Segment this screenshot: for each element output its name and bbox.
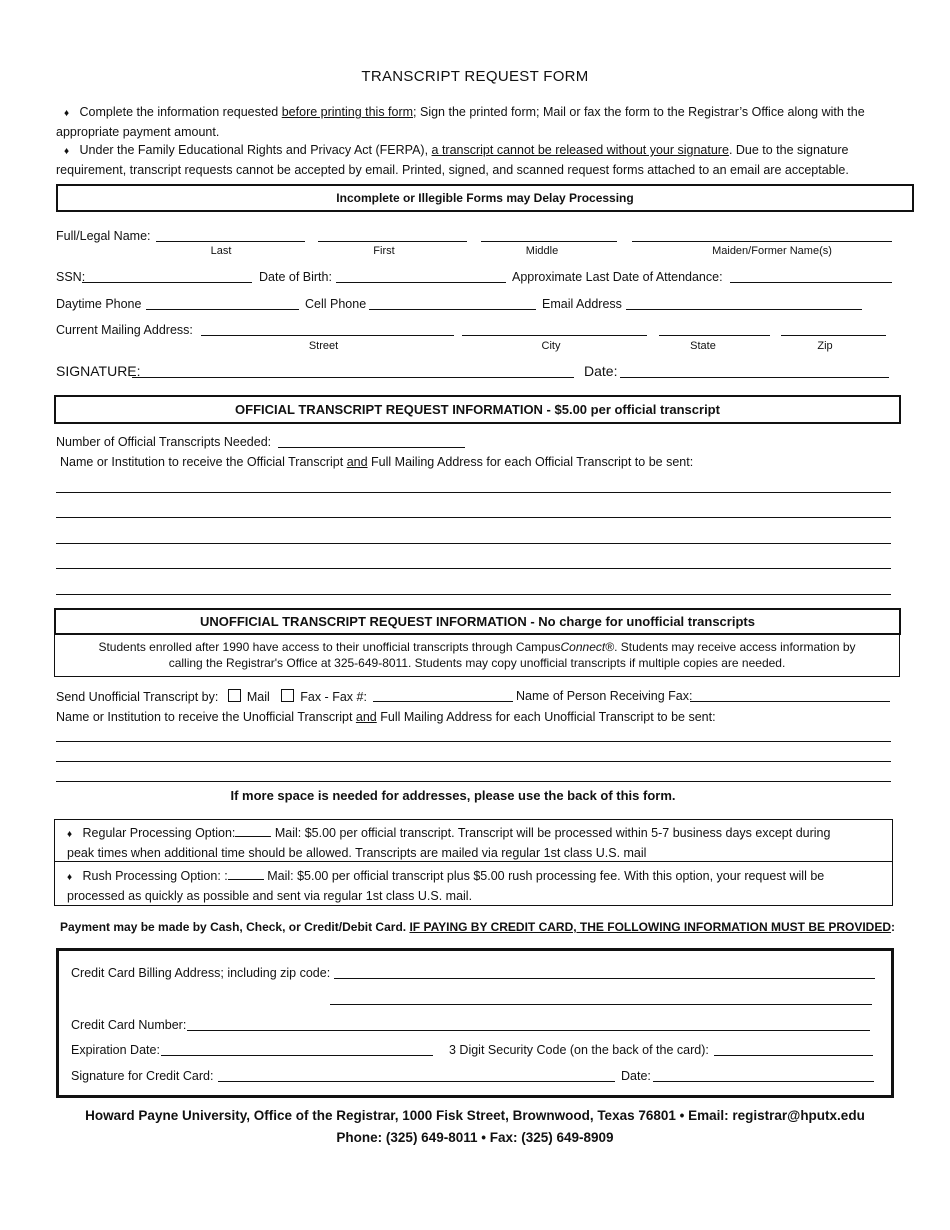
ssn-label: SSN: [56, 270, 86, 284]
email-label: Email Address [542, 297, 622, 311]
unofficial-info-box [54, 634, 900, 677]
instruction-1 [56, 103, 892, 141]
daytime-phone-label: Daytime Phone [56, 297, 142, 311]
dob-field[interactable] [336, 282, 506, 283]
email-field[interactable] [626, 309, 862, 310]
instructions [56, 103, 892, 179]
maiden-name-field[interactable] [632, 241, 892, 242]
unofficial-address-label [56, 710, 716, 724]
footer-address: Howard Payne University, Office of the Registrar, 1000 Fisk Street, Brownwood, Texas 76801 • Email: registrar@hputx.edu [85, 1108, 865, 1123]
official-address-line[interactable] [56, 543, 891, 544]
billing-address-label: Credit Card Billing Address; including zip code: [71, 966, 331, 980]
diamond-bullet-icon: ♦ [67, 872, 73, 883]
full-name-label: Full/Legal Name: [56, 229, 151, 243]
diamond-bullet-icon: ♦ [64, 108, 70, 119]
instruction-1-rest: ; Sign the printed form; Mail or fax the form to the Registrar’s Office along with the appropriate payment amount. [56, 105, 865, 139]
fax-number-label: Fax - Fax #: [300, 690, 367, 704]
street-caption: Street [308, 340, 339, 352]
instruction-1-emphasis: before printing this form [281, 105, 414, 119]
diamond-bullet-icon: ♦ [67, 829, 73, 840]
first-name-field[interactable] [318, 241, 467, 242]
state-caption: State [690, 340, 716, 352]
instruction-2-emphasis: a transcript cannot be released without your signature [431, 143, 729, 157]
official-address-line[interactable] [56, 492, 891, 493]
unofficial-info-line1 [55, 640, 899, 654]
official-address-text: Name or Institution to receive the Official Transcript [60, 455, 347, 469]
unofficial-address-line[interactable] [56, 781, 891, 782]
warning-box [56, 184, 914, 212]
middle-name-field[interactable] [481, 241, 617, 242]
card-date-field[interactable] [653, 1081, 874, 1082]
zip-field[interactable] [781, 335, 886, 336]
instruction-2-rest: . Due to the signature requirement, transcript requests cannot be accepted by email. Printed, signed, and scanned request forms attached to an email are acceptable. [56, 143, 849, 177]
instruction-1-text: Complete the information requested [79, 105, 282, 119]
billing-address-field[interactable] [334, 978, 875, 979]
street-field[interactable] [201, 335, 454, 336]
send-unofficial-label: Send Unofficial Transcript by: [56, 690, 219, 704]
unofficial-info-text-rest: . Students may receive access information by [614, 640, 856, 654]
state-field[interactable] [659, 335, 770, 336]
regular-processing-desc: Mail: $5.00 per official transcript. Transcript will be processed within 5-7 business days except during [271, 826, 831, 840]
instruction-2 [56, 141, 892, 179]
unofficial-address-and: and [355, 710, 377, 724]
rush-processing-desc-2: processed as quickly as possible and sent via regular 1st class U.S. mail. [67, 889, 473, 903]
signature-date-label: Date: [584, 363, 618, 379]
send-unofficial-row [56, 689, 367, 704]
rush-processing-box [54, 861, 893, 906]
official-address-line[interactable] [56, 517, 891, 518]
expiration-label: Expiration Date: [71, 1043, 160, 1057]
official-address-line[interactable] [56, 594, 891, 595]
signature-field[interactable] [132, 377, 574, 378]
fax-recipient-field[interactable] [690, 701, 890, 702]
signature-date-field[interactable] [620, 377, 889, 378]
cell-phone-field[interactable] [369, 309, 536, 310]
campus-connect-brand: Connect® [560, 640, 615, 654]
card-date-label: Date: [621, 1069, 651, 1083]
instruction-2-text: Under the Family Educational Rights and Privacy Act (FERPA), [79, 143, 432, 157]
last-name-field[interactable] [156, 241, 305, 242]
official-address-label [60, 455, 693, 469]
cell-phone-label: Cell Phone [305, 297, 367, 311]
unofficial-info-text: Students enrolled after 1990 have access to their unofficial transcripts through Campus [98, 640, 561, 654]
regular-processing-desc-2: peak times when additional time should be allowed. Transcripts are mailed via regular 1st class U.S. mail [67, 846, 647, 860]
unofficial-address-text: Name or Institution to receive the Unofficial Transcript [56, 710, 356, 724]
rush-processing-label: Rush Processing Option: : [82, 869, 228, 883]
unofficial-address-line[interactable] [56, 761, 891, 762]
attendance-label: Approximate Last Date of Attendance: [512, 270, 723, 284]
ssn-field[interactable] [82, 282, 252, 283]
official-header-text: OFFICIAL TRANSCRIPT REQUEST INFORMATION - $5.00 per official transcript [235, 402, 720, 417]
rush-processing-text [55, 862, 892, 905]
unofficial-address-rest: Full Mailing Address for each Unofficial Transcript to be sent: [376, 710, 716, 724]
security-code-label: 3 Digit Security Code (on the back of the card): [449, 1043, 709, 1057]
mail-checkbox[interactable] [228, 689, 241, 702]
payment-note [60, 920, 895, 934]
card-number-field[interactable] [187, 1030, 870, 1031]
unofficial-info-line2: calling the Registrar's Office at 325-649-8011. Students may copy unofficial transcripts if multiple copies are needed. [168, 656, 786, 670]
unofficial-address-line[interactable] [56, 741, 891, 742]
signature-label: SIGNATURE: [56, 363, 141, 379]
expiration-field[interactable] [161, 1055, 433, 1056]
official-address-and: and [346, 455, 368, 469]
payment-note-emphasis: IF PAYING BY CREDIT CARD, THE FOLLOWING INFORMATION MUST BE PROVIDED [409, 920, 892, 934]
official-section-header [54, 395, 901, 424]
fax-recipient-label: Name of Person Receiving Fax: [516, 689, 693, 703]
zip-caption: Zip [817, 340, 833, 352]
fax-checkbox[interactable] [281, 689, 294, 702]
first-caption: First [373, 245, 395, 257]
rush-processing-desc: Mail: $5.00 per official transcript plus $5.00 rush processing fee. With this option, your request will be [263, 869, 825, 883]
middle-caption: Middle [525, 245, 559, 257]
maiden-caption: Maiden/Former Name(s) [712, 245, 832, 257]
more-space-note: If more space is needed for addresses, please use the back of this form. [230, 788, 676, 803]
diamond-bullet-icon: ♦ [64, 146, 70, 157]
regular-processing-label: Regular Processing Option: [82, 826, 236, 840]
payment-note-text: Payment may be made by Cash, Check, or Credit/Debit Card. [60, 920, 410, 934]
official-count-label: Number of Official Transcripts Needed: [56, 435, 272, 449]
regular-processing-text [55, 820, 892, 862]
city-caption: City [541, 340, 561, 352]
regular-processing-field[interactable] [235, 824, 271, 837]
official-count-field[interactable] [278, 447, 465, 448]
security-code-field[interactable] [714, 1055, 873, 1056]
attendance-field[interactable] [730, 282, 892, 283]
official-address-line[interactable] [56, 568, 891, 569]
page-title: TRANSCRIPT REQUEST FORM [361, 68, 589, 85]
billing-address-field-2[interactable] [330, 1004, 872, 1005]
mailing-address-label: Current Mailing Address: [56, 323, 193, 337]
unofficial-section-header [54, 608, 901, 635]
rush-processing-field[interactable] [228, 867, 264, 880]
dob-label: Date of Birth: [259, 270, 332, 284]
official-address-rest: Full Mailing Address for each Official Transcript to be sent: [367, 455, 694, 469]
card-number-label: Credit Card Number: [71, 1018, 187, 1032]
payment-note-end: : [891, 920, 896, 934]
warning-text: Incomplete or Illegible Forms may Delay Processing [336, 191, 634, 205]
mail-option-label: Mail [246, 690, 270, 704]
last-caption: Last [210, 245, 232, 257]
daytime-phone-field[interactable] [146, 309, 299, 310]
fax-number-field[interactable] [373, 701, 513, 702]
card-signature-field[interactable] [218, 1081, 615, 1082]
unofficial-header-text: UNOFFICIAL TRANSCRIPT REQUEST INFORMATION - No charge for unofficial transcripts [200, 614, 755, 629]
city-field[interactable] [462, 335, 647, 336]
regular-processing-box [54, 819, 893, 862]
card-signature-label: Signature for Credit Card: [71, 1069, 214, 1083]
footer-contact: Phone: (325) 649-8011 • Fax: (325) 649-8909 [336, 1130, 614, 1145]
